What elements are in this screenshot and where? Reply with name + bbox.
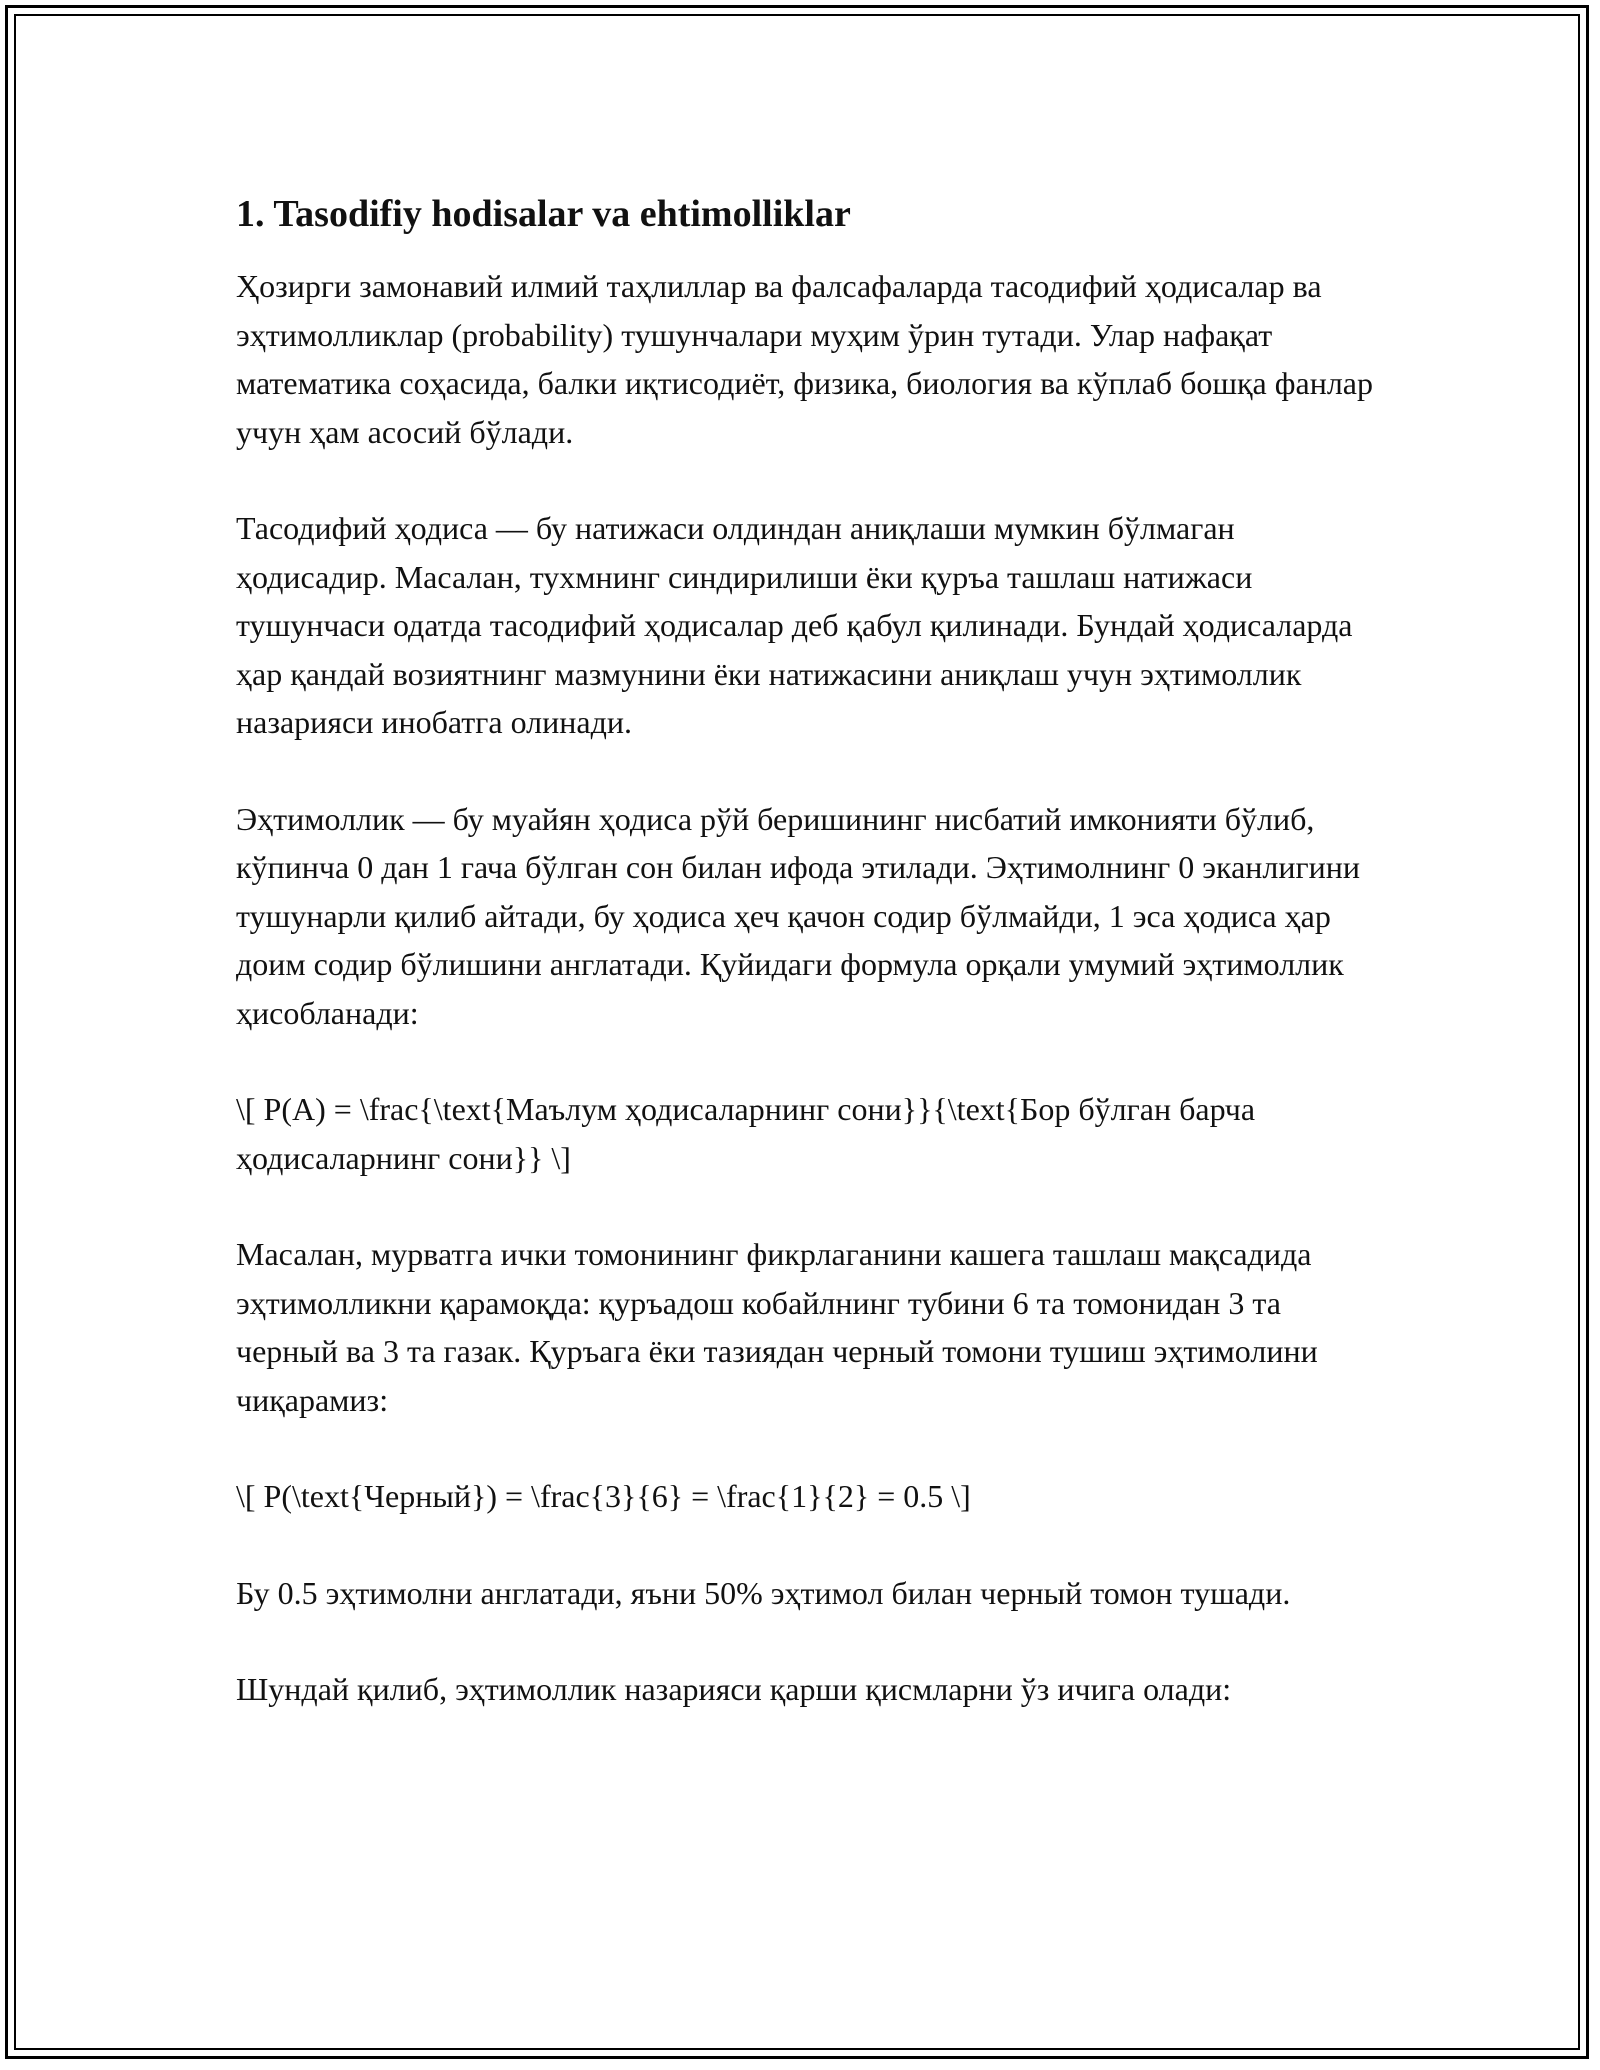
paragraph-random-event: Тасодифий ҳодиса — бу натижаси олдиндан аниқлаши мумкин бўлмаган ҳодисадир. Масалан, тухмнинг синдирилиши ёки қуръа ташлаш натижаси тушунчаси одатда тасодифий ҳодисалар деб қабул қилинади. Бундай ҳодисаларда ҳар қандай возиятнинг мазмунини ёки натижасини аниқлаш учун эҳтимоллик назарияси инобатга олинади. — [236, 510, 1353, 740]
paragraph-example: Масалан, мурватга ички томонининг фикрлаганини кашега ташлаш мақсадида эҳтимолликни қарамоқда: қуръадош кобайлнинг тубини 6 та томонидан 3 та черный ва 3 та газак. Қуръага ёки тазиядан черный томони тушиш эҳтимолини чиқарамиз: — [236, 1236, 1318, 1418]
formula-general-probability: \[ P(A) = \frac{\text{Маълум ҳодисаларнинг сони}}{\text{Бор бўлган барча ҳодисаларнинг сони}} \] — [236, 1091, 1256, 1176]
paragraph-intro: Ҳозирги замонавий илмий таҳлиллар ва фалсафаларда тасодифий ҳодисалар ва эҳтимолликлар (probability) тушунчалари муҳим ўрин тутади. Улар нафақат математика соҳасида, балки иқтисодиёт, физика, биология ва кўплаб бошқа фанлар учун ҳам асосий бўлади. — [236, 268, 1373, 450]
paragraph-probability-definition: Эҳтимоллик — бу муайян ҳодиса рўй беришининг нисбатий имконияти бўлиб, кўпинча 0 дан 1 гача бўлган сон билан ифода этилади. Эҳтимолнинг 0 эканлигини тушунарли қилиб айтади, бу ҳодиса ҳеч қачон содир бўлмайди, 1 эса ҳодиса ҳар доим содир бўлишини англатади. Қуйидаги формула орқали умумий эҳтимоллик ҳисобланади: — [236, 800, 1360, 1031]
paragraph-example-result: Бу 0.5 эҳтимолни англатади, яъни 50% эҳтимол билан черный томон тушади. — [236, 1574, 1291, 1611]
section-heading: 1. Tasodifiy hodisalar va ehtimolliklar — [236, 193, 851, 235]
formula-example-probability: \[ P(\text{Черный}) = \frac{3}{6} = \frac{1}{2} = 0.5 \] — [236, 1478, 971, 1514]
paragraph-conclusion: Шундай қилиб, эҳтимоллик назарияси қарши қисмларни ўз ичига олади: — [236, 1671, 1232, 1707]
document-body — [236, 186, 1386, 1762]
